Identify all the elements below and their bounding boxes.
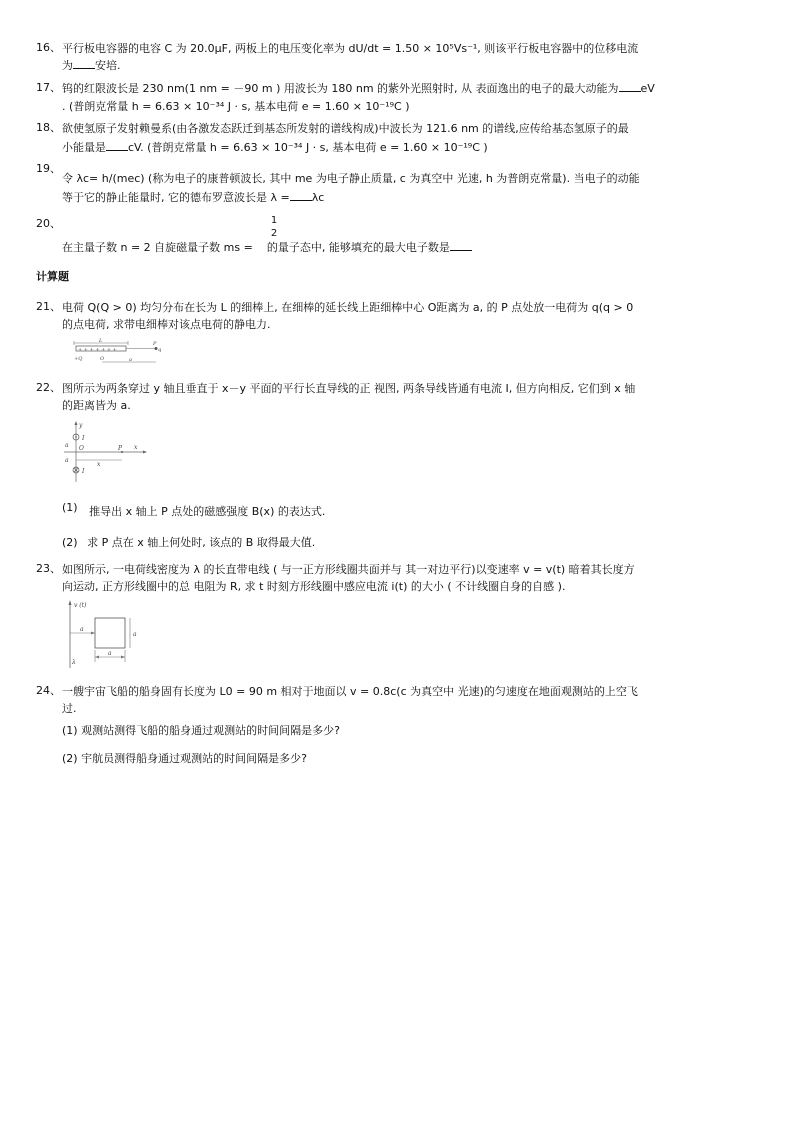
q22-label-I-bottom: I	[82, 468, 85, 475]
q24-line1: 一艘宇宙飞船的船身固有长度为 L0 = 90 m 相对于地面以 v = 0.8c(c 为真空中 光速)的匀速度在地面观测站的上空飞	[62, 685, 638, 698]
q21-line1: 电荷 Q(Q > 0) 均匀分布在长为 L 的细棒上, 在细棒的延长线上距细棒中心 O距离为 a, 的 P 点处放一电荷为 q(q > 0	[62, 301, 634, 314]
q17-line1-post: eV	[640, 82, 655, 95]
q22-label-x-distance: x	[97, 461, 101, 468]
q17-answer-blank[interactable]	[619, 80, 641, 92]
q16-line1: 平行板电容器的电容 C 为 20.0μF, 两板上的电压变化率为 dU/dt = 1.50 × 10⁵Vs⁻¹, 则该平行板电容器中的位移电流	[62, 42, 639, 55]
q20-number: 20、	[36, 217, 61, 230]
q22-label-I-top: I	[82, 435, 85, 442]
q20-fraction	[269, 214, 279, 240]
q16-line2	[62, 57, 121, 74]
q22-label-P: P	[118, 445, 123, 452]
q21-label-Q: +Q	[74, 356, 83, 362]
q21-label-P: P	[153, 341, 157, 347]
q17-number: 17、	[36, 81, 61, 94]
q16-line2-post: 安培.	[95, 59, 121, 72]
q19-answer-blank[interactable]	[290, 189, 312, 201]
q23-figure	[62, 598, 157, 670]
q22-label-x-axis: x	[134, 444, 138, 451]
section-title-calculation: 计算题	[36, 270, 69, 283]
q23-label-lambda: λ	[72, 659, 76, 666]
q22-line1: 图所示为两条穿过 y 轴且垂直于 x－y 平面的平行长直导线的正 视图, 两条导线皆通有电流 I, 但方向相反, 它们到 x 轴	[62, 382, 636, 395]
q24-number: 24、	[36, 684, 61, 697]
q21-label-L: L	[99, 338, 103, 344]
q22-part2	[62, 534, 315, 551]
q20-line1-pre: 在主量子数 n = 2 自旋磁量子数 ms =	[62, 241, 253, 254]
q20-answer-blank[interactable]	[450, 239, 472, 251]
q22-part2-number: (2)	[62, 536, 78, 549]
q17-line1	[62, 80, 655, 97]
q22-label-y: y	[79, 422, 83, 429]
q23-label-a-left: a	[80, 626, 84, 633]
q24-line2: 过.	[62, 702, 77, 715]
q20-fraction-top: 1	[270, 215, 278, 226]
q20-line1	[62, 239, 472, 256]
q23-number: 23、	[36, 562, 61, 575]
q22-part1	[62, 503, 325, 520]
q16-number: 16、	[36, 41, 61, 54]
q17-line1-pre: 钨的红限波长是 230 nm(1 nm = －90 m ) 用波长为 180 nm 的紫外光照射时, 从 表面逸出的电子的最大动能为	[62, 82, 619, 95]
q21-figure	[72, 336, 172, 366]
q21-number: 21、	[36, 300, 61, 313]
q24-part1: (1) 观测站测得飞船的船身通过观测站的时间间隔是多少?	[62, 724, 340, 737]
q23-line1: 如图所示, 一电荷线密度为 λ 的长直带电线 ( 与一正方形线圈共面并与 其一对边平行)以变速率 v = v(t) 暗着其长度方	[62, 563, 635, 576]
q22-label-O: O	[79, 445, 84, 452]
q21-label-O: O	[100, 356, 105, 362]
q22-figure	[62, 420, 152, 484]
q19-line2-pre: 等于它的静止能量时, 它的德布罗意波长是 λ =	[62, 191, 290, 204]
q23-line2: 向运动, 正方形线圈中的总 电阻为 R, 求 t 时刻方形线圈中感应电流 i(t) 的大小 ( 不计线圈自身的自感 ).	[62, 580, 566, 593]
q18-line1: 欲使氢原子发射赖曼系(由各激发态跃迁到基态所发射的谱线构成)中波长为 121.6 nm 的谱线,应传给基态氢原子的最	[62, 122, 629, 135]
svg-text:+ + + + + + +: + + + + + + +	[78, 347, 117, 353]
q18-line2	[62, 139, 488, 156]
q16-answer-blank[interactable]	[73, 57, 95, 69]
q22-number: 22、	[36, 381, 61, 394]
q22-part2-text: 求 P 点在 x 轴上何处时, 该点的 B 取得最大值.	[87, 536, 316, 549]
q18-answer-blank[interactable]	[106, 139, 128, 151]
q21-line2: 的点电荷, 求带电细棒对该点电荷的静电力.	[62, 318, 271, 331]
q19-line2	[62, 189, 324, 206]
q18-line2-pre: 小能量是	[62, 141, 106, 154]
q22-line2: 的距离皆为 a.	[62, 399, 131, 412]
q20-line1-post: 的量子态中, 能够填充的最大电子数是	[266, 241, 450, 254]
q21-label-a: a	[129, 357, 132, 363]
q18-number: 18、	[36, 121, 61, 134]
q23-label-a-bottom: a	[108, 650, 112, 657]
q22-label-a2: a	[65, 457, 69, 464]
q20-fraction-bottom: 2	[270, 228, 278, 239]
q21-label-q: q	[158, 347, 162, 353]
q23-label-a-right: a	[133, 631, 137, 638]
q16-line2-pre: 为	[62, 59, 73, 72]
q23-label-v: v (t)	[74, 602, 87, 609]
q17-line2: . (普朗克常量 h = 6.63 × 10⁻³⁴ J · s, 基本电荷 e = 1.60 × 10⁻¹⁹C )	[62, 100, 410, 113]
q19-line1: 令 λc= h/(mec) (称为电子的康普顿波长, 其中 me 为电子静止质量, c 为真空中 光速, h 为普朗克常量). 当电子的动能	[62, 172, 640, 185]
q18-line2-post: cV. (普朗克常量 h = 6.63 × 10⁻³⁴ J · s, 基本电荷 e = 1.60 × 10⁻¹⁹C )	[128, 141, 488, 154]
q22-part1-number: (1)	[62, 501, 78, 514]
q22-part1-text: 推导出 x 轴上 P 点处的磁感强度 B(x) 的表达式.	[89, 505, 326, 518]
q22-label-a1: a	[65, 442, 69, 449]
q19-number: 19、	[36, 162, 61, 175]
q24-part2: (2) 宇航员测得船身通过观测站的时间间隔是多少?	[62, 752, 307, 765]
q19-line2-post: λc	[311, 191, 325, 204]
